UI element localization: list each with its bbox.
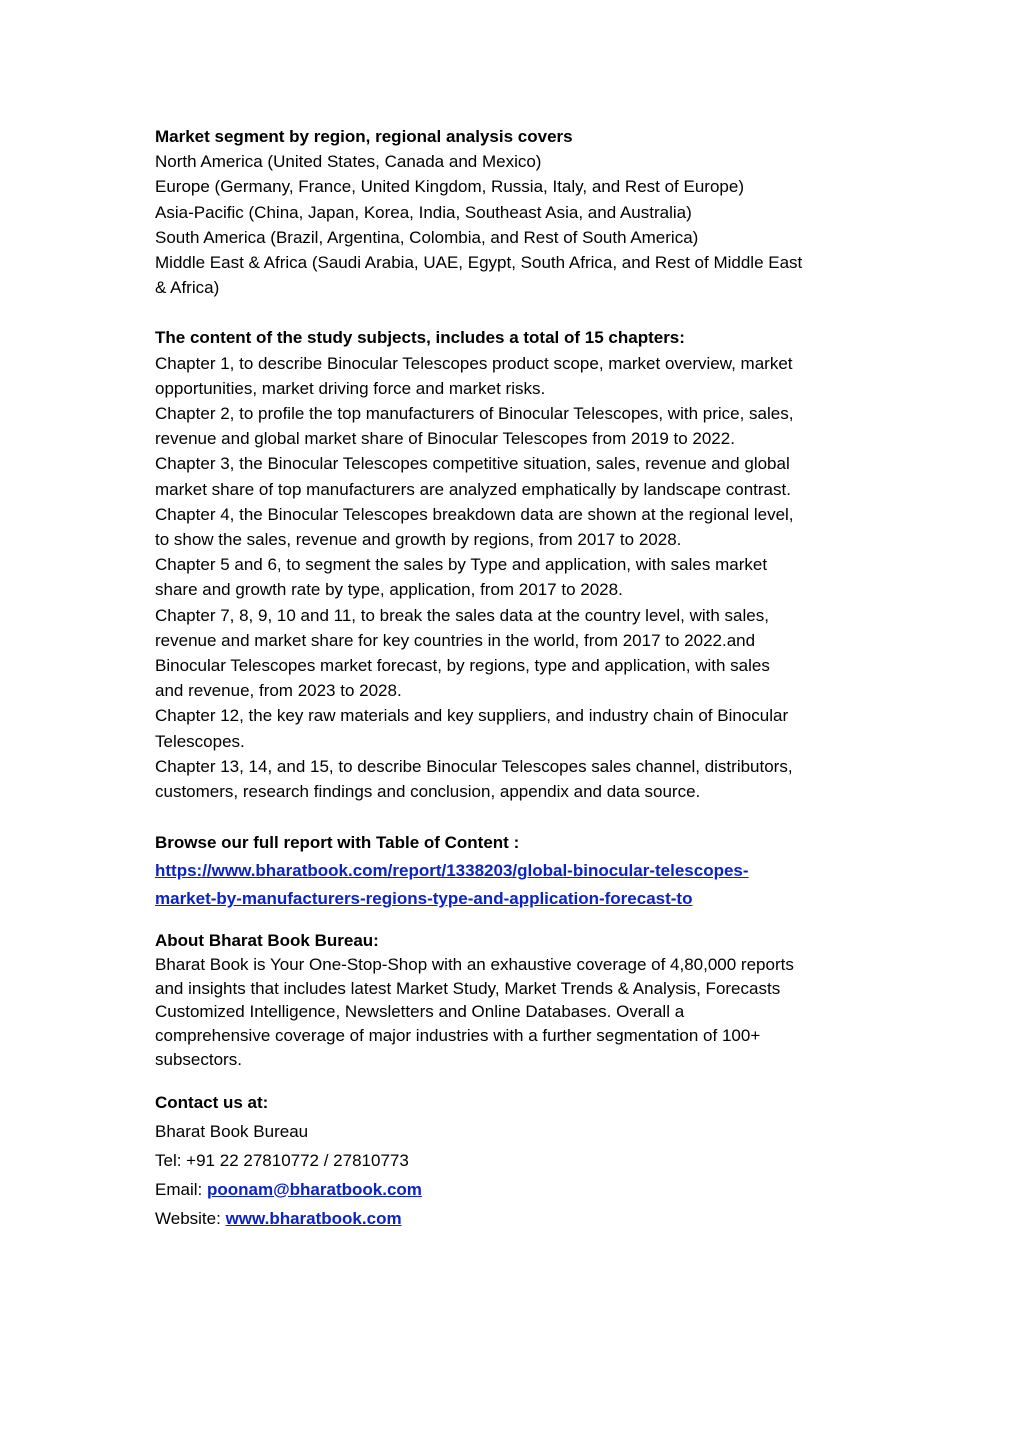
- contact-website-row: [155, 1204, 885, 1233]
- about-line: Bharat Book is Your One-Stop-Shop with an exhaustive coverage of 4,80,000 reports: [155, 954, 794, 974]
- chapter-line: customers, research findings and conclusion, appendix and data source.: [155, 782, 701, 802]
- chapter-line: Chapter 12, the key raw materials and key suppliers, and industry chain of Binocular: [155, 706, 789, 726]
- region-line-asia-pacific: Asia-Pacific (China, Japan, Korea, India, Southeast Asia, and Australia): [155, 202, 692, 222]
- browse-section: [155, 829, 885, 913]
- region-line-south-america: South America (Brazil, Argentina, Colombia, and Rest of South America): [155, 227, 699, 247]
- about-line: subsectors.: [155, 1049, 242, 1069]
- contact-company: Bharat Book Bureau: [155, 1121, 309, 1141]
- contact-tel: Tel: +91 22 27810772 / 27810773: [155, 1150, 409, 1170]
- website-label: Website:: [155, 1208, 226, 1228]
- email-link[interactable]: poonam@bharatbook.com: [206, 1179, 422, 1199]
- region-line-middle-east-africa: Middle East & Africa (Saudi Arabia, UAE, Egypt, South Africa, and Rest of Middle East: [155, 253, 803, 273]
- chapter-line: Chapter 5 and 6, to segment the sales by Type and application, with sales market: [155, 555, 768, 575]
- chapter-line: opportunities, market driving force and market risks.: [155, 378, 546, 398]
- chapter-line: revenue and market share for key countries in the world, from 2017 to 2022.and: [155, 630, 756, 650]
- region-line-middle-east-africa-cont: & Africa): [155, 278, 220, 298]
- chapter-line: Chapter 3, the Binocular Telescopes competitive situation, sales, revenue and global: [155, 454, 790, 474]
- chapter-line: Chapter 7, 8, 9, 10 and 11, to break the sales data at the country level, with sales,: [155, 605, 769, 625]
- chapters-section: [155, 325, 885, 804]
- about-heading: About Bharat Book Bureau:: [155, 931, 379, 951]
- about-line: and insights that includes latest Market Study, Market Trends & Analysis, Forecasts: [155, 978, 781, 998]
- chapter-line: Telescopes.: [155, 731, 245, 751]
- contact-heading: Contact us at:: [155, 1092, 269, 1112]
- browse-heading: Browse our full report with Table of Content :: [155, 833, 520, 853]
- region-line-europe: Europe (Germany, France, United Kingdom, Russia, Italy, and Rest of Europe): [155, 177, 744, 197]
- chapter-line: Chapter 2, to profile the top manufacturers of Binocular Telescopes, with price, sales,: [155, 404, 794, 424]
- chapter-line: share and growth rate by type, application, from 2017 to 2028.: [155, 580, 623, 600]
- spacer: [155, 913, 885, 929]
- report-link-line-2[interactable]: [155, 885, 885, 913]
- about-section: [155, 929, 885, 1071]
- email-label: Email:: [155, 1179, 207, 1199]
- spacer: [155, 1072, 885, 1088]
- document-page: [155, 124, 885, 1233]
- about-line: Customized Intelligence, Newsletters and Online Databases. Overall a: [155, 1002, 685, 1022]
- spacer: [155, 300, 885, 325]
- website-link[interactable]: www.bharatbook.com: [225, 1208, 402, 1228]
- chapter-line: Chapter 13, 14, and 15, to describe Binocular Telescopes sales channel, distributors,: [155, 756, 793, 776]
- report-link-part-2[interactable]: market-by-manufacturers-regions-type-and-application-forecast-to: [155, 889, 693, 909]
- spacer: [155, 804, 885, 829]
- chapter-line: to show the sales, revenue and growth by regions, from 2017 to 2028.: [155, 530, 682, 550]
- contact-email-row: [155, 1175, 885, 1204]
- report-link-part-1[interactable]: https://www.bharatbook.com/report/1338203/global-binocular-telescopes-: [155, 861, 749, 881]
- about-line: comprehensive coverage of major industries with a further segmentation of 100+: [155, 1026, 761, 1046]
- chapter-line: Chapter 4, the Binocular Telescopes breakdown data are shown at the regional level,: [155, 504, 794, 524]
- chapters-heading: The content of the study subjects, includes a total of 15 chapters:: [155, 328, 685, 348]
- chapter-line: market share of top manufacturers are analyzed emphatically by landscape contrast.: [155, 479, 791, 499]
- report-link-line-1[interactable]: [155, 857, 885, 885]
- chapter-line: Binocular Telescopes market forecast, by regions, type and application, with sales: [155, 656, 770, 676]
- chapter-line: and revenue, from 2023 to 2028.: [155, 681, 402, 701]
- region-heading: Market segment by region, regional analysis covers: [155, 127, 573, 146]
- contact-section: [155, 1088, 885, 1233]
- chapter-line: Chapter 1, to describe Binocular Telescopes product scope, market overview, market: [155, 353, 793, 373]
- chapter-line: revenue and global market share of Binocular Telescopes from 2019 to 2022.: [155, 429, 735, 449]
- region-line-north-america: North America (United States, Canada and Mexico): [155, 152, 542, 172]
- region-section: [155, 124, 885, 300]
